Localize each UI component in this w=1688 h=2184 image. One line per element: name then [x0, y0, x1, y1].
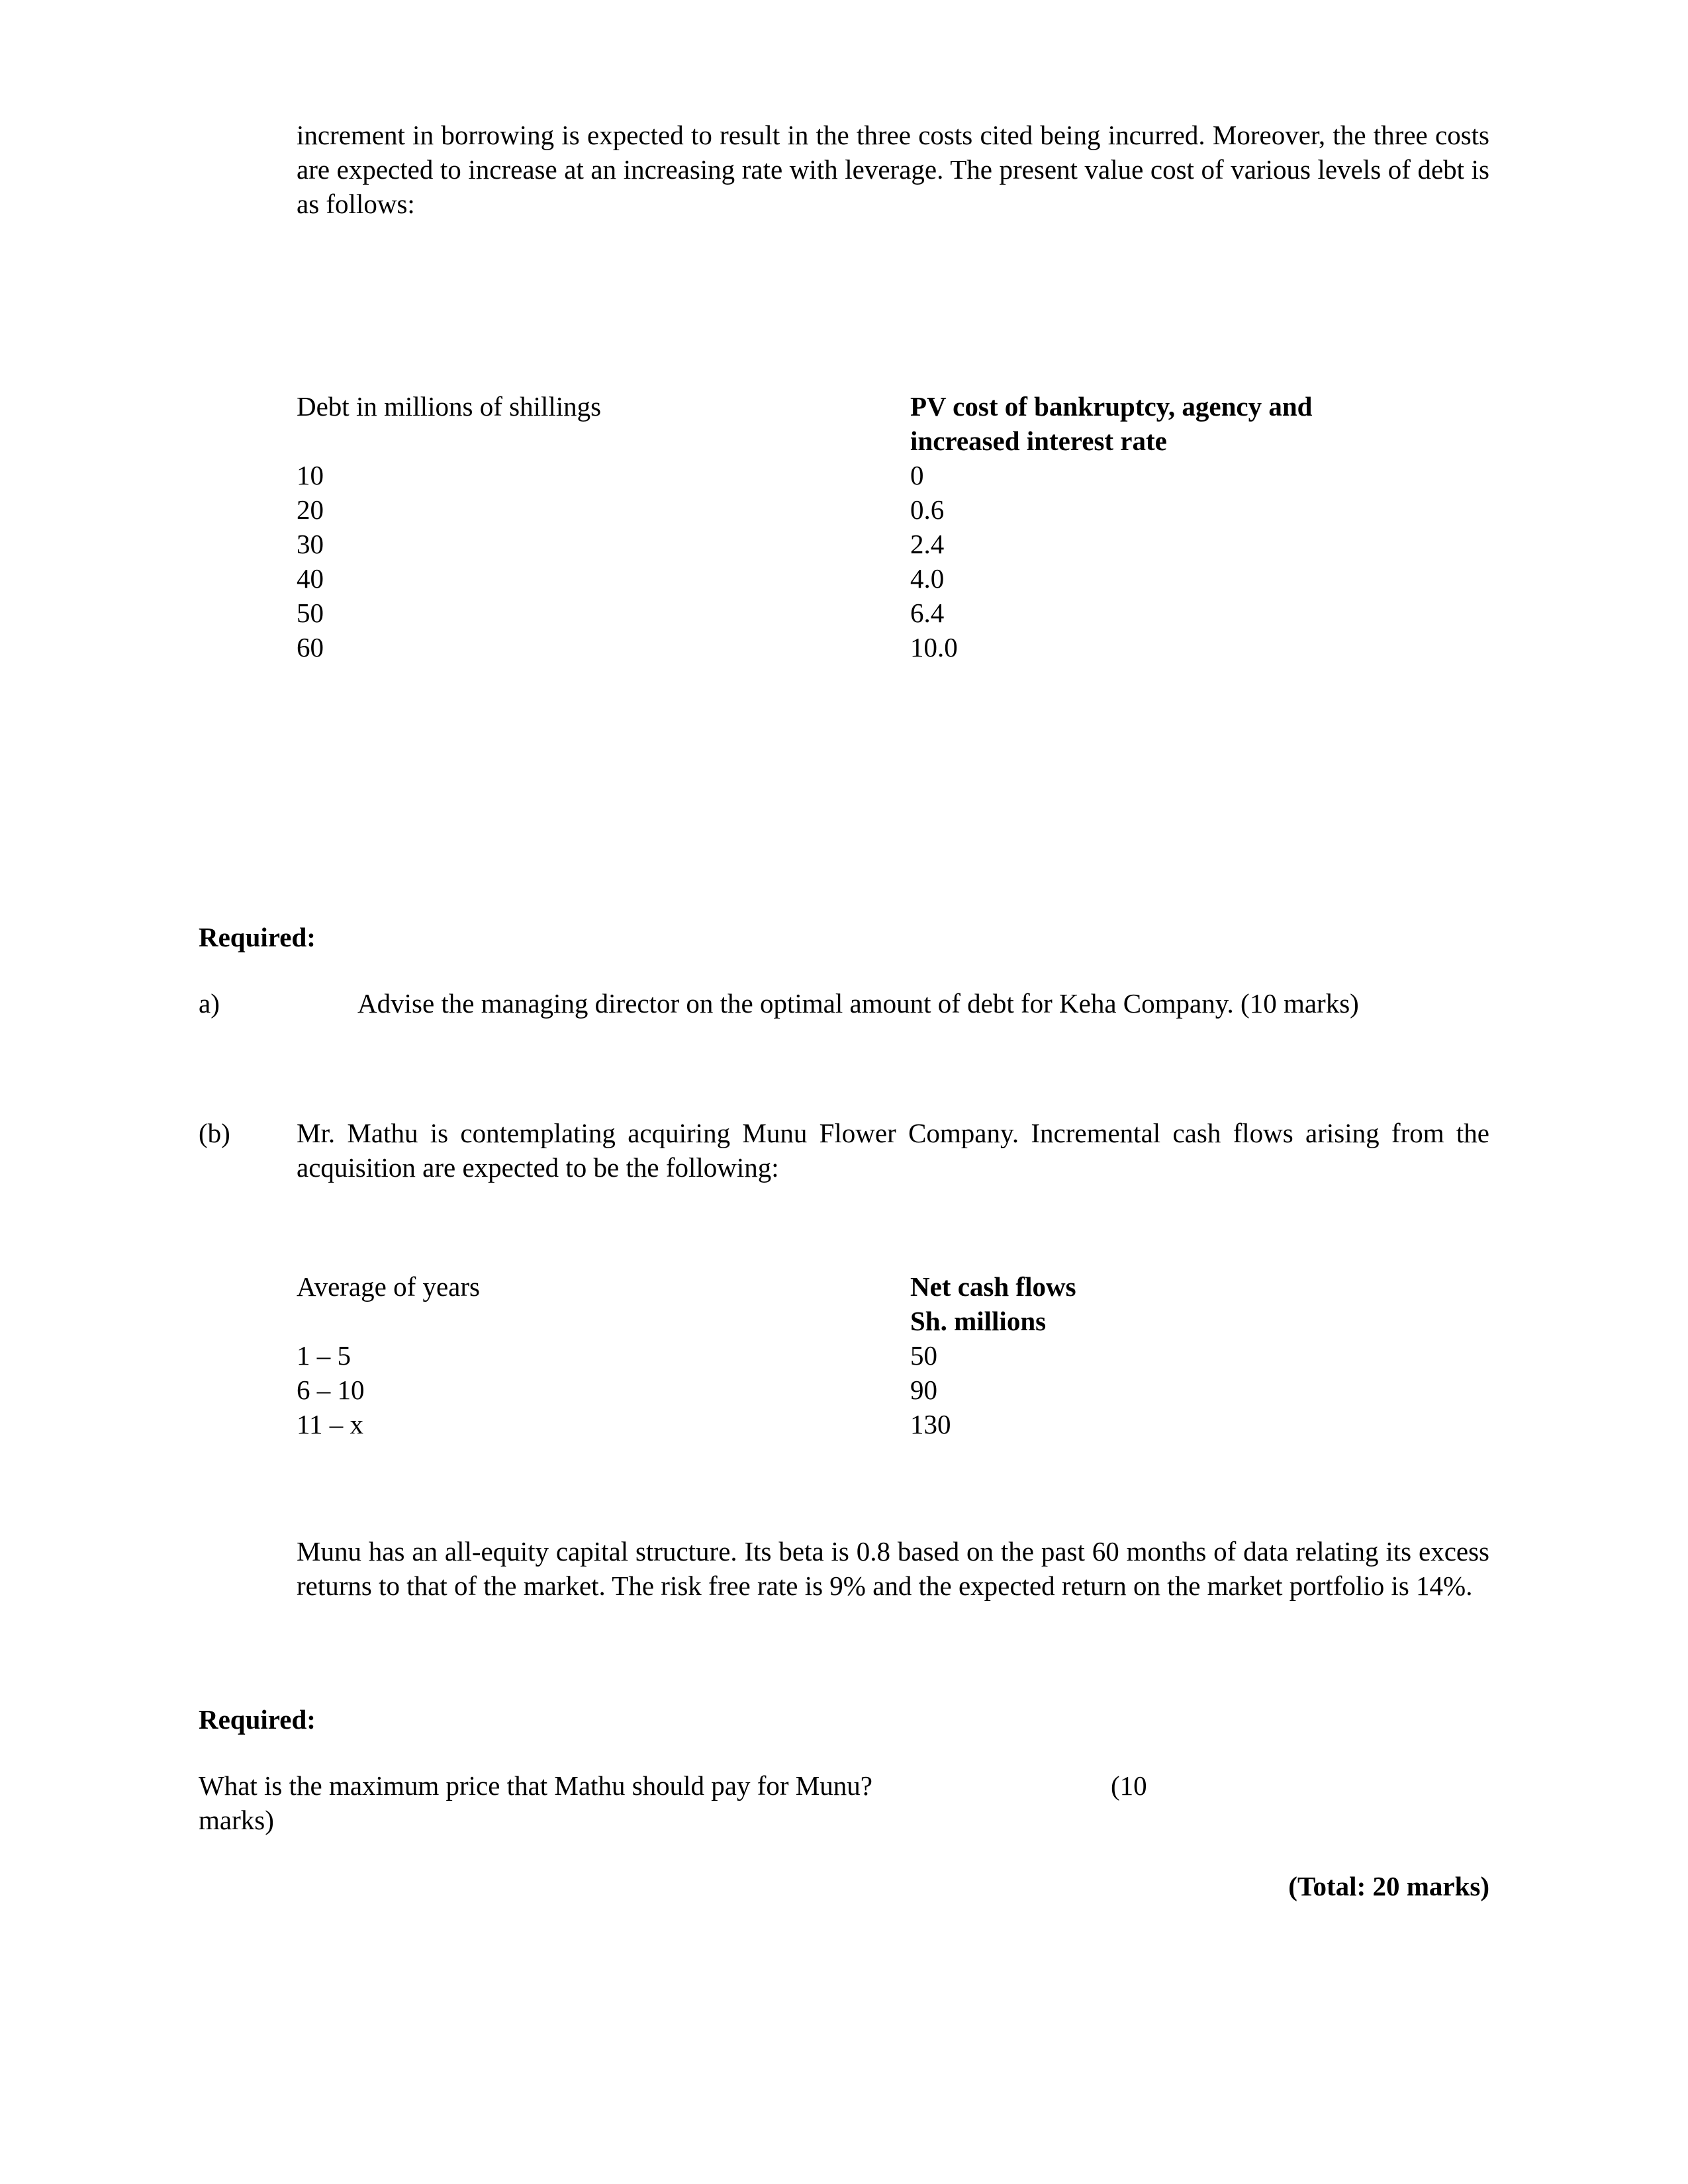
table-row	[297, 458, 1489, 492]
pv-cost-value: 2.4	[910, 529, 945, 559]
table-row	[297, 561, 1489, 596]
net-cash-flow-value: 130	[910, 1409, 951, 1439]
debt-table-header-right	[910, 389, 1489, 458]
table-row	[297, 1407, 1489, 1441]
part-a-text: Advise the managing director on the optimal amount of debt for Keha Company. (10 marks)	[357, 988, 1359, 1019]
cashflow-table	[297, 1269, 1489, 1441]
years-range: 11 – x	[297, 1409, 363, 1439]
cashflow-table-header-left: Average of years	[297, 1271, 480, 1302]
cashflow-table-header-right	[910, 1269, 1489, 1338]
part-b-marker: (b)	[199, 1118, 230, 1148]
required-heading-2: Required:	[199, 1704, 316, 1735]
table-row	[297, 1338, 1489, 1373]
debt-table-header-right-line2: increased interest rate	[910, 426, 1167, 456]
table-row	[297, 596, 1489, 630]
cashflow-table-header-right-line1: Net cash flows	[910, 1271, 1076, 1302]
pv-cost-value: 10.0	[910, 632, 958, 662]
table-header-row	[297, 389, 1489, 458]
final-marks-part2: marks)	[199, 1805, 274, 1835]
table-header-row	[297, 1269, 1489, 1338]
total-marks: (Total: 20 marks)	[1288, 1871, 1489, 1901]
net-cash-flow-value: 90	[910, 1375, 937, 1405]
required-heading-1: Required:	[199, 922, 316, 952]
part-a-block	[199, 986, 1489, 1021]
pv-cost-value: 0.6	[910, 494, 945, 525]
debt-table-header-left: Debt in millions of shillings	[297, 391, 602, 422]
final-marks-part1: (10	[1110, 1770, 1147, 1801]
pv-cost-value: 4.0	[910, 563, 945, 594]
table-row	[297, 527, 1489, 561]
part-a-marker: a)	[199, 988, 220, 1019]
table-row	[297, 630, 1489, 664]
pv-cost-value: 6.4	[910, 598, 945, 628]
part-b-text: Mr. Mathu is contemplating acquiring Munu Flower Company. Incremental cash flows arising from the acquisition are expected to be the following:	[297, 1118, 1489, 1183]
debt-value: 10	[297, 460, 324, 490]
cashflow-table-header-right-line2: Sh. millions	[910, 1306, 1047, 1336]
intro-paragraph: increment in borrowing is expected to result in the three costs cited being incurred. Moreover, the three costs are expected to increase at an increasing rate with leverage. The present value cost of various levels of debt is as follows:	[297, 120, 1489, 219]
final-question-block	[199, 1768, 1489, 1803]
net-cash-flow-value: 50	[910, 1340, 937, 1371]
munu-paragraph: Munu has an all-equity capital structure. Its beta is 0.8 based on the past 60 months of data relating its excess returns to that of the market. The risk free rate is 9% and the expected return on the market portfolio is 14%.	[297, 1536, 1489, 1601]
years-range: 1 – 5	[297, 1340, 351, 1371]
table-row	[297, 1373, 1489, 1407]
years-range: 6 – 10	[297, 1375, 365, 1405]
debt-value: 30	[297, 529, 324, 559]
debt-value: 20	[297, 494, 324, 525]
final-question-text: What is the maximum price that Mathu should pay for Munu?	[199, 1770, 872, 1801]
debt-value: 40	[297, 563, 324, 594]
table-row	[297, 492, 1489, 527]
debt-value: 50	[297, 598, 324, 628]
debt-value: 60	[297, 632, 324, 662]
debt-table-header-right-line1: PV cost of bankruptcy, agency and	[910, 391, 1313, 422]
debt-pv-cost-table	[297, 389, 1489, 664]
part-b-block	[199, 1116, 1489, 1185]
pv-cost-value: 0	[910, 460, 924, 490]
